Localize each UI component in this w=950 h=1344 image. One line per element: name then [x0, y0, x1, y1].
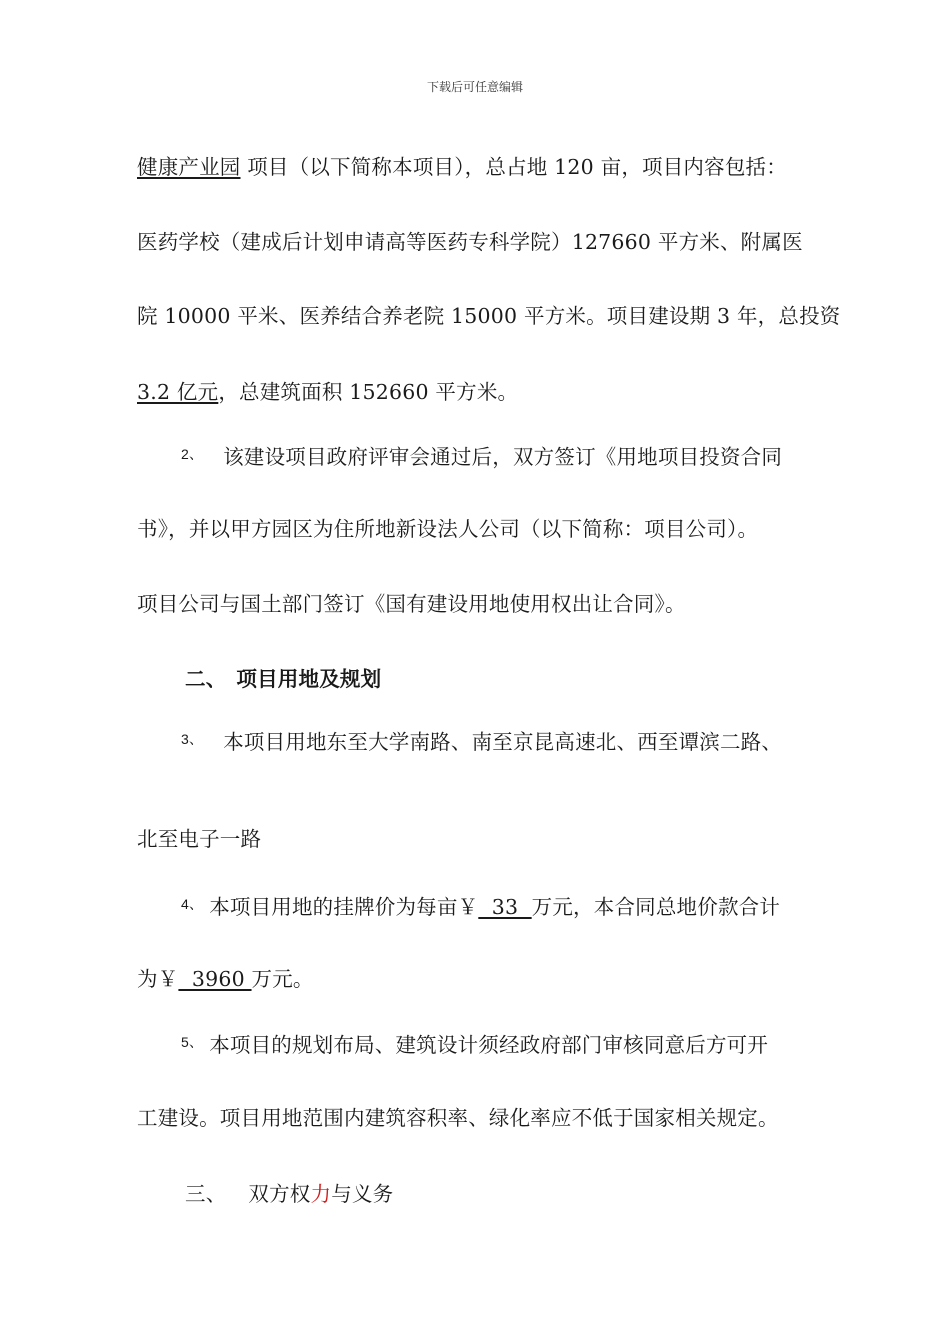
paragraph-1-line-4 [137, 378, 518, 406]
text-segment: 本项目用地东至大学南路、南至京昆高速北、西至谭滨二路、 [223, 730, 783, 754]
text-segment: 本项目的规划布局、建筑设计须经政府部门审核同意后方可开 [209, 1033, 769, 1057]
paragraph-2-line-1 [181, 440, 782, 471]
section-3-heading [185, 1180, 393, 1208]
section-title: 与义务 [331, 1182, 394, 1206]
paragraph-5-line-2: 工建设。项目用地范围内建筑容积率、绿化率应不低于国家相关规定。 [137, 1106, 779, 1130]
price-per-mu: 33 [478, 895, 532, 919]
section-title: 双方权 [248, 1182, 311, 1206]
text-segment: 为￥ [137, 967, 179, 991]
text-segment: ，总建筑面积 152660 平方米。 [218, 380, 519, 404]
paragraph-1-line-1 [137, 153, 787, 181]
text-segment: 该建设项目政府评审会通过后，双方签订《用地项目投资合同 [223, 445, 783, 469]
text-segment: 万元，本合同总地价款合计 [531, 895, 781, 919]
paragraph-1-line-2: 医药学校（建成后计划申请高等医药专科学院）127660 平方米、附属医 [137, 230, 803, 254]
page-header: 下载后可任意编辑 [426, 80, 523, 94]
section-2-heading [185, 665, 381, 693]
text-segment: 本项目用地的挂牌价为每亩￥ [209, 895, 479, 919]
section-number: 二、 [185, 667, 227, 691]
paragraph-2-line-3: 项目公司与国土部门签订《国有建设用地使用权出让合同》。 [137, 592, 686, 616]
paragraph-5-line-1 [181, 1028, 768, 1059]
total-land-price: 3960 [178, 967, 252, 991]
paragraph-2-line-2: 书》，并以甲方园区为住所地新设法人公司（以下简称：项目公司）。 [137, 517, 759, 541]
paragraph-4-line-1 [181, 890, 780, 921]
clause-number: 4、 [181, 896, 204, 912]
paragraph-3-line-2: 北至电子一路 [137, 827, 262, 851]
text-segment: 项目（以下简称本项目），总占地 120 亩，项目内容包括： [240, 155, 787, 179]
section-title-highlight: 力 [310, 1182, 332, 1206]
clause-number: 5、 [181, 1034, 204, 1050]
section-number: 三、 [185, 1182, 227, 1206]
paragraph-1-line-3: 院 10000 平米、医养结合养老院 15000 平方米。项目建设期 3 年，总投资 [137, 304, 841, 328]
clause-number: 2、 [181, 446, 204, 462]
clause-number: 3、 [181, 731, 204, 747]
total-investment: 3.2 亿元 [137, 380, 219, 404]
text-segment: 万元。 [251, 967, 314, 991]
paragraph-3-line-1 [181, 725, 782, 756]
section-title: 项目用地及规划 [236, 667, 382, 691]
project-name: 健康产业园 [137, 155, 241, 179]
paragraph-4-line-2 [137, 965, 314, 993]
